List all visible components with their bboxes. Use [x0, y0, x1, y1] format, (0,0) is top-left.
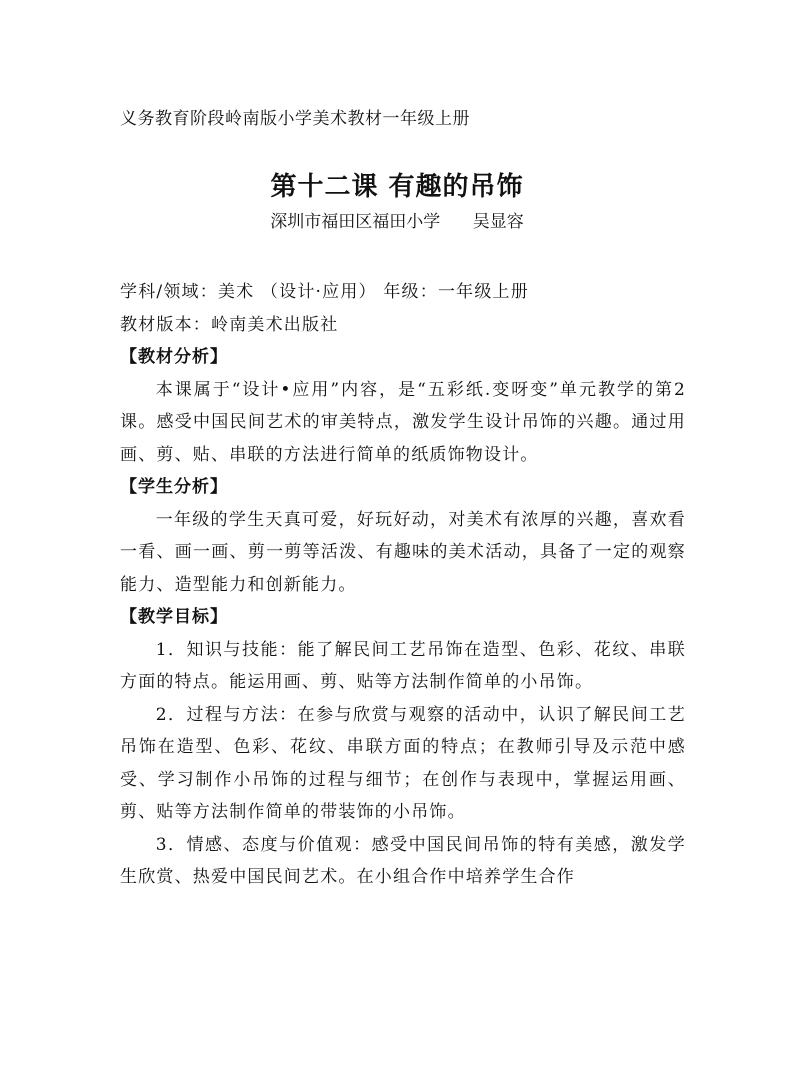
document-body	[120, 276, 686, 894]
author-byline: 深圳市福田区福田小学 吴显容	[270, 212, 524, 232]
goal-item-process-methods: 2．过程与方法：在参与欣赏与观察的活动中，认识了解民间工艺吊饰在造型、色彩、花纹、串联方面的特点；在教师引导及示范中感受、学习制作小吊饰的过程与细节；在创作与表现中，掌握运用画、剪、贴等方法制作简单的带装饰的小吊饰。	[120, 704, 686, 822]
series-title: 义务教育阶段岭南版小学美术教材一年级上册	[120, 109, 470, 129]
paragraph-student-analysis: 一年级的学生天真可爱，好玩好动，对美术有浓厚的兴趣，喜欢看一看、画一画、剪一剪等活泼、有趣味的美术活动，具备了一定的观察能力、造型能力和创新能力。	[120, 509, 686, 595]
goal-item-emotion-attitude: 3．情感、态度与价值观：感受中国民间吊饰的特有美感，激发学生欣赏、热爱中国民间艺术。在小组合作中培养学生合作	[120, 834, 686, 887]
edition-line: 教材版本：岭南美术出版社	[120, 314, 339, 335]
subject-grade-line: 学科/领域：美术 （设计·应用） 年级：一年级上册	[120, 282, 529, 302]
lesson-title: 第十二课 有趣的吊饰	[270, 172, 524, 202]
heading-textbook-analysis: 【教材分析】	[120, 347, 228, 367]
paragraph-textbook-analysis: 本课属于“设计•应用”内容，是“五彩纸.变呀变”单元教学的第2课。感受中国民间艺术的审美特点，激发学生设计吊饰的兴趣。通过用画、剪、贴、串联的方法进行简单的纸质饰物设计。	[120, 379, 686, 465]
goal-item-knowledge-skills: 1．知识与技能：能了解民间工艺吊饰在造型、色彩、花纹、串联方面的特点。能运用画、剪、贴等方法制作简单的小吊饰。	[120, 639, 686, 692]
heading-student-analysis: 【学生分析】	[120, 477, 228, 497]
heading-teaching-goals: 【教学目标】	[120, 607, 228, 627]
